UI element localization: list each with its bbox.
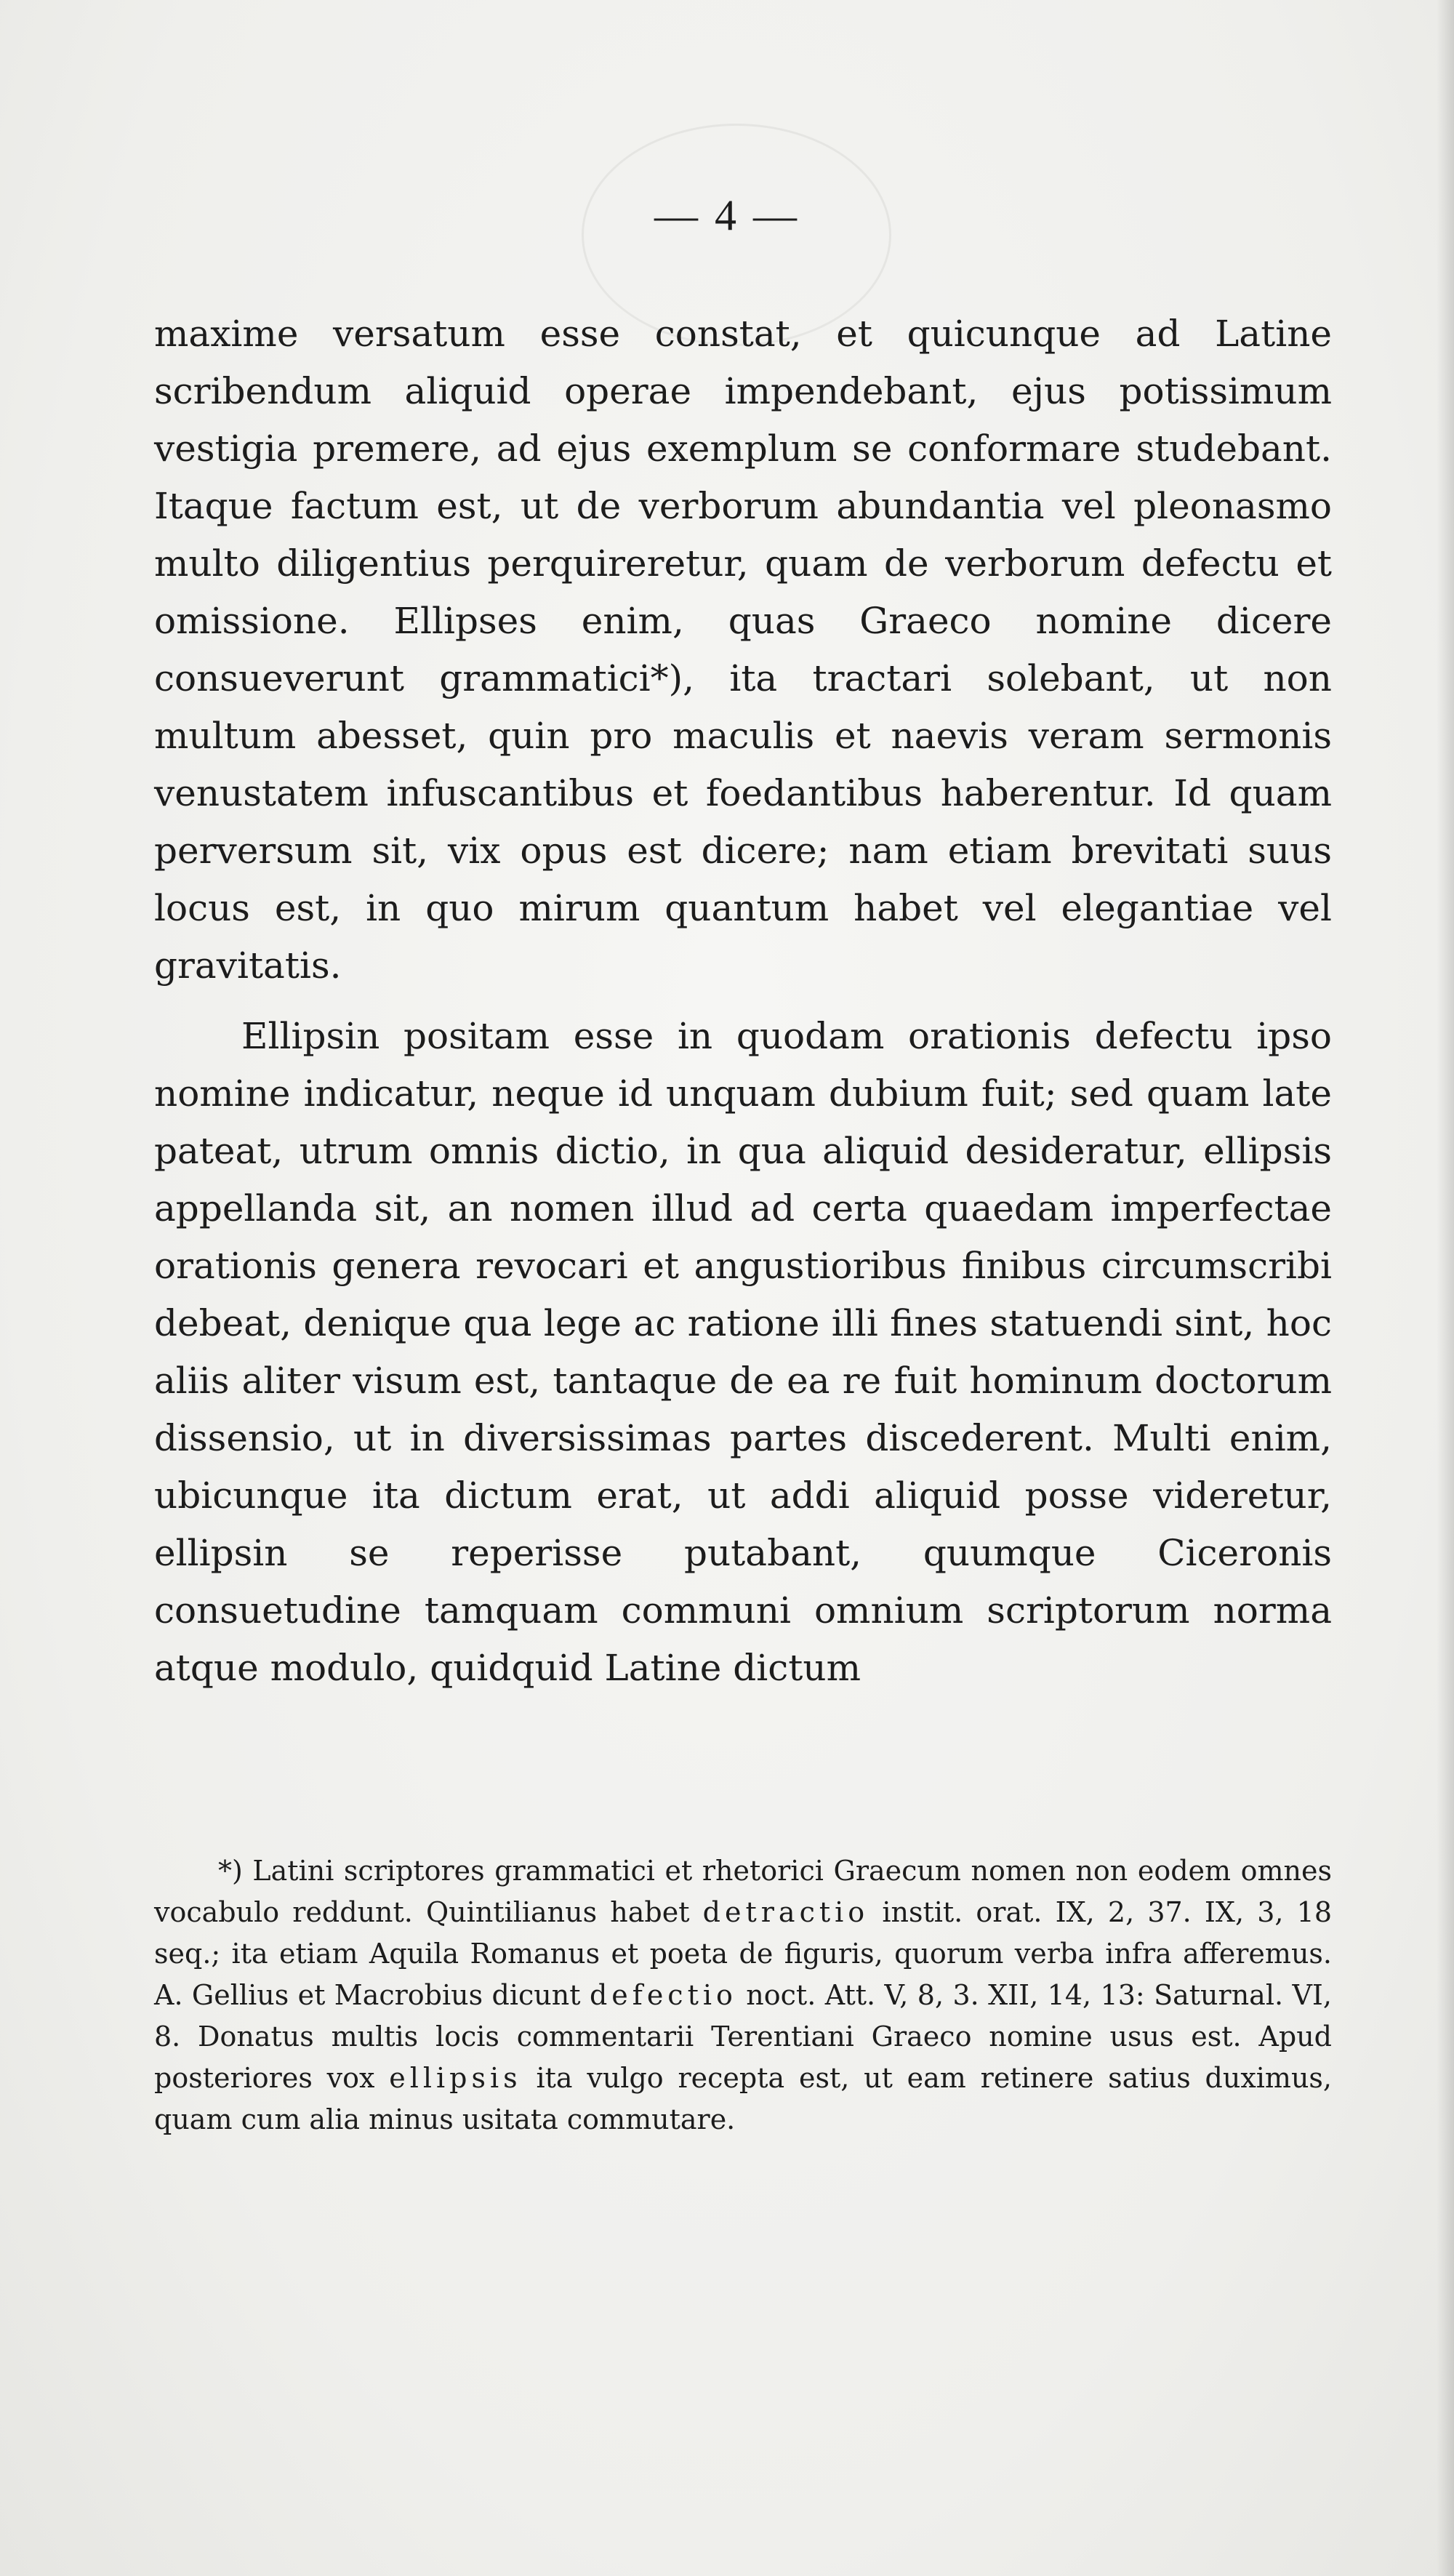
page-edge-shadow xyxy=(1437,0,1454,2576)
footnote-term-detractio: detractio xyxy=(702,1896,869,1928)
footnote-text-1: Latini scriptores grammatici et rhetorici Graecum nomen non eodem omnes vocabulo reddunt. Quintilianus habet xyxy=(154,1855,1332,1928)
footnote-marker: *) xyxy=(218,1855,243,1887)
main-text xyxy=(154,305,1332,1697)
footnote-term-ellipsis: ellipsis xyxy=(389,2062,522,2094)
page-number: — 4 — xyxy=(654,191,800,239)
footnote-text-3: noct. Att. V, 8, 3. XII, 14, 13: Saturnal. VI, 8. Donatus multis locis commentarii Terentiani Graeco nomine usus est. Apud posteriores vox xyxy=(154,1979,1332,2094)
paragraph-2: Ellipsin positam esse in quodam orationis defectu ipso nomine indicatur, neque id unquam dubium fuit; sed quam late pateat, utrum omnis dictio, in qua aliquid desideratur, ellipsis appellanda sit, an nomen illud ad certa quaedam imperfectae orationis genera revocari et angustioribus finibus circumscribi debeat, denique qua lege ac ratione illi fines statuendi sint, hoc aliis aliter visum est, tantaque de ea re fuit hominum doctorum dissensio, ut in diversissimas partes discederent. Multi enim, ubicunque ita dictum erat, ut addi aliquid posse videretur, ellipsin se reperisse putabant, quumque Ciceronis consuetudine tamquam communi omnium scriptorum norma atque modulo, quidquid Latine dictum xyxy=(154,1015,1332,1689)
footnote xyxy=(154,1850,1332,2140)
footnote-text-2: instit. orat. IX, 2, 37. IX, 3, 18 seq.; ita etiam Aquila Romanus et poeta de figuris, quorum verba infra afferemus. A. Gellius et Macrobius dicunt xyxy=(154,1896,1332,2011)
footnote-term-defectio: defectio xyxy=(589,1979,737,2011)
paragraph-1: maxime versatum esse constat, et quicunque ad Latine scribendum aliquid operae impendebant, ejus potissimum vestigia premere, ad ejus exemplum se conformare studebant. Itaque factum est, ut de verborum abundantia vel pleonasmo multo diligentius perquireretur, quam de verborum defectu et omissione. Ellipses enim, quas Graeco nomine dicere consueverunt grammatici*), ita tractari solebant, ut non multum abesset, quin pro maculis et naevis veram sermonis venustatem infuscantibus et foedantibus haberentur. Id quam perversum sit, vix opus est dicere; nam etiam brevitati suus locus est, in quo mirum quantum habet vel elegantiae vel gravitatis. xyxy=(154,313,1332,987)
footnote-text-4: ita vulgo recepta est, ut eam retinere satius duximus, quam cum alia minus usitata commutare. xyxy=(154,2062,1332,2135)
